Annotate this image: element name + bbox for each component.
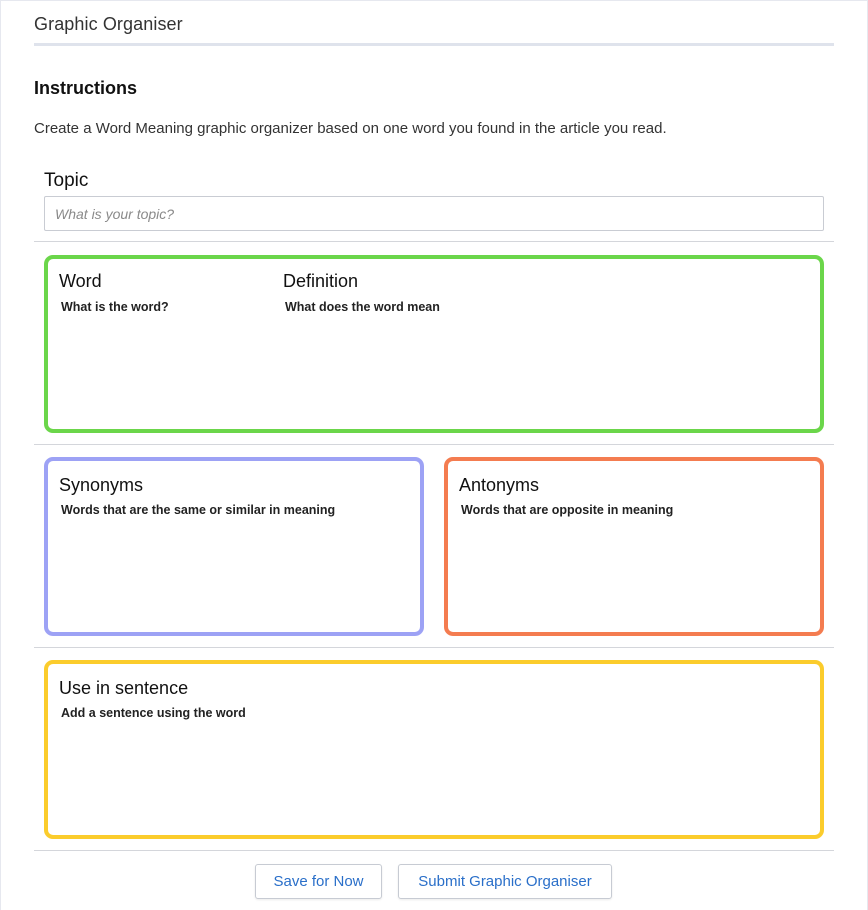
antonyms-prompt: Words that are opposite in meaning — [461, 503, 674, 517]
definition-prompt: What does the word mean — [285, 300, 440, 314]
antonyms-box[interactable] — [444, 457, 824, 636]
section-divider — [34, 241, 834, 242]
synonyms-box[interactable] — [44, 457, 424, 636]
instructions-heading: Instructions — [34, 78, 138, 98]
definition-title: Definition — [283, 271, 359, 291]
submit-organiser-button[interactable]: Submit Graphic Organiser — [398, 864, 612, 899]
sentence-title: Use in sentence — [59, 678, 189, 698]
sentence-box[interactable] — [44, 660, 824, 839]
section-divider — [34, 850, 834, 851]
topic-label: Topic — [44, 170, 89, 191]
section-divider — [34, 444, 834, 445]
topic-input[interactable] — [44, 196, 824, 231]
page-title: Graphic Organiser — [34, 14, 183, 34]
word-title: Word — [59, 271, 102, 291]
word-definition-box[interactable] — [44, 255, 824, 433]
section-divider — [34, 647, 834, 648]
synonyms-prompt: Words that are the same or similar in meaning — [61, 503, 336, 517]
synonyms-title: Synonyms — [59, 475, 144, 495]
instructions-text: Create a Word Meaning graphic organizer based on one word you found in the article you read. — [34, 120, 667, 137]
word-prompt: What is the word? — [61, 300, 169, 314]
sentence-prompt: Add a sentence using the word — [61, 706, 246, 720]
save-for-now-button[interactable]: Save for Now — [255, 864, 382, 899]
title-divider — [34, 43, 834, 46]
antonyms-title: Antonyms — [459, 475, 540, 495]
